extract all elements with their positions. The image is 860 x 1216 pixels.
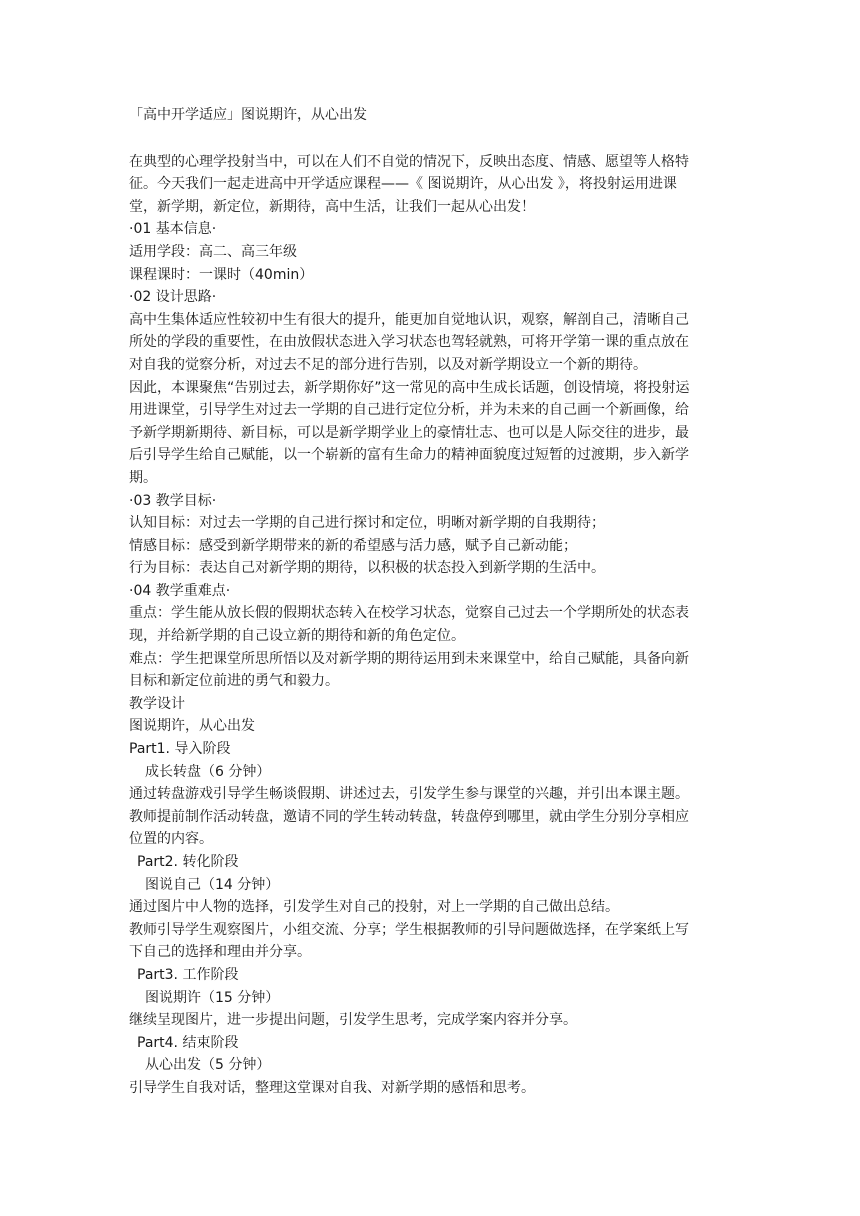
text-line: 通过转盘游戏引导学生畅谈假期、讲述过去，引发学生参与课堂的兴趣，并引出本课主题。 <box>129 786 689 803</box>
text-line: 图说期许，从心出发 <box>129 718 255 735</box>
text-line: 图说自己（14 分钟） <box>145 876 280 893</box>
text-line: ·02 设计思路· <box>129 289 217 306</box>
text-line: 通过图片中人物的选择，引发学生对自己的投射，对上一学期的自己做出总结。 <box>129 899 619 916</box>
text-line: 因此，本课聚焦“告别过去，新学期你好”这一常见的高中生成长话题，创设情境，将投射运 <box>129 379 690 396</box>
text-line: 后引导学生给自己赋能，以一个崭新的富有生命力的精神面貌度过短暂的过渡期，步入新学 <box>129 447 689 464</box>
text-line: 堂，新学期，新定位，新期待，高中生活，让我们一起从心出发！ <box>129 198 535 215</box>
text-line: 行为目标：表达自己对新学期的期待，以积极的状态投入到新学期的生活中。 <box>129 560 605 577</box>
text-line: 对自我的觉察分析，对过去不足的部分进行告别，以及对新学期设立一个新的期待。 <box>129 356 647 373</box>
text-line: 用进课堂，引导学生对过去一学期的自己进行定位分析，并为未来的自己画一个新画像，给 <box>129 402 689 419</box>
document-lines <box>129 151 734 1100</box>
text-line: ·03 教学目标· <box>129 492 217 509</box>
text-line: 重点：学生能从放长假的假期状态转入在校学习状态，觉察自己过去一个学期所处的状态表 <box>129 605 689 622</box>
text-line: 适用学段：高二、高三年级 <box>129 243 297 260</box>
text-line: 期。 <box>129 469 157 486</box>
text-line: 难点：学生把课堂所思所悟以及对新学期的期待运用到未来课堂中，给自己赋能，具备向新 <box>129 650 689 667</box>
document-body <box>129 104 734 1100</box>
text-line: 课程课时：一课时（40min） <box>129 266 314 283</box>
text-line: 教师引导学生观察图片，小组交流、分享；学生根据教师的引导问题做选择，在学案纸上写 <box>129 921 689 938</box>
text-line: 所处的学段的重要性，在由放假状态进入学习状态也驾轻就熟，可将开学第一课的重点放在 <box>129 334 689 351</box>
text-line: 情感目标：感受到新学期带来的新的希望感与活力感，赋予自己新动能； <box>129 537 577 554</box>
text-line: 征。今天我们一起走进高中开学适应课程——《 图说期许，从心出发 》，将投射运用进课 <box>129 176 677 193</box>
text-line: ·04 教学重难点· <box>129 582 231 599</box>
text-line: Part1. 导入阶段 <box>129 741 231 758</box>
text-line: 认知目标：对过去一学期的自己进行探讨和定位，明晰对新学期的自我期待； <box>129 515 605 532</box>
text-line: Part3. 工作阶段 <box>137 966 239 983</box>
document-title: 「高中开学适应」图说期许，从心出发 <box>129 107 367 123</box>
text-line: 成长转盘（6 分钟） <box>145 763 271 780</box>
text-line: 高中生集体适应性较初中生有很大的提升，能更加自觉地认识，观察，解剖自己，清晰自己 <box>129 311 689 328</box>
text-line: Part4. 结束阶段 <box>137 1034 239 1051</box>
text-line: 下自己的选择和理由并分享。 <box>129 944 311 961</box>
text-line: ·01 基本信息· <box>129 221 217 238</box>
text-line: 在典型的心理学投射当中，可以在人们不自觉的情况下，反映出态度、情感、愿望等人格特 <box>129 153 689 170</box>
text-line: 图说期许（15 分钟） <box>145 989 280 1006</box>
text-line: 引导学生自我对话，整理这堂课对自我、对新学期的感悟和思考。 <box>129 1079 535 1096</box>
text-line: 从心出发（5 分钟） <box>145 1057 271 1074</box>
text-line: 现，并给新学期的自己设立新的期待和新的角色定位。 <box>129 628 465 645</box>
text-line: 位置的内容。 <box>129 831 213 848</box>
text-line: 予新学期新期待、新目标，可以是新学期学业上的豪情壮志、也可以是人际交往的进步，最 <box>129 424 689 441</box>
text-line: 目标和新定位前进的勇气和毅力。 <box>129 673 339 690</box>
text-line: 教学设计 <box>129 695 185 712</box>
text-line: 教师提前制作活动转盘，邀请不同的学生转动转盘，转盘停到哪里，就由学生分别分享相应 <box>129 808 689 825</box>
text-line: Part2. 转化阶段 <box>137 854 239 870</box>
text-line: 继续呈现图片，进一步提出问题，引发学生思考，完成学案内容并分享。 <box>129 1012 577 1029</box>
